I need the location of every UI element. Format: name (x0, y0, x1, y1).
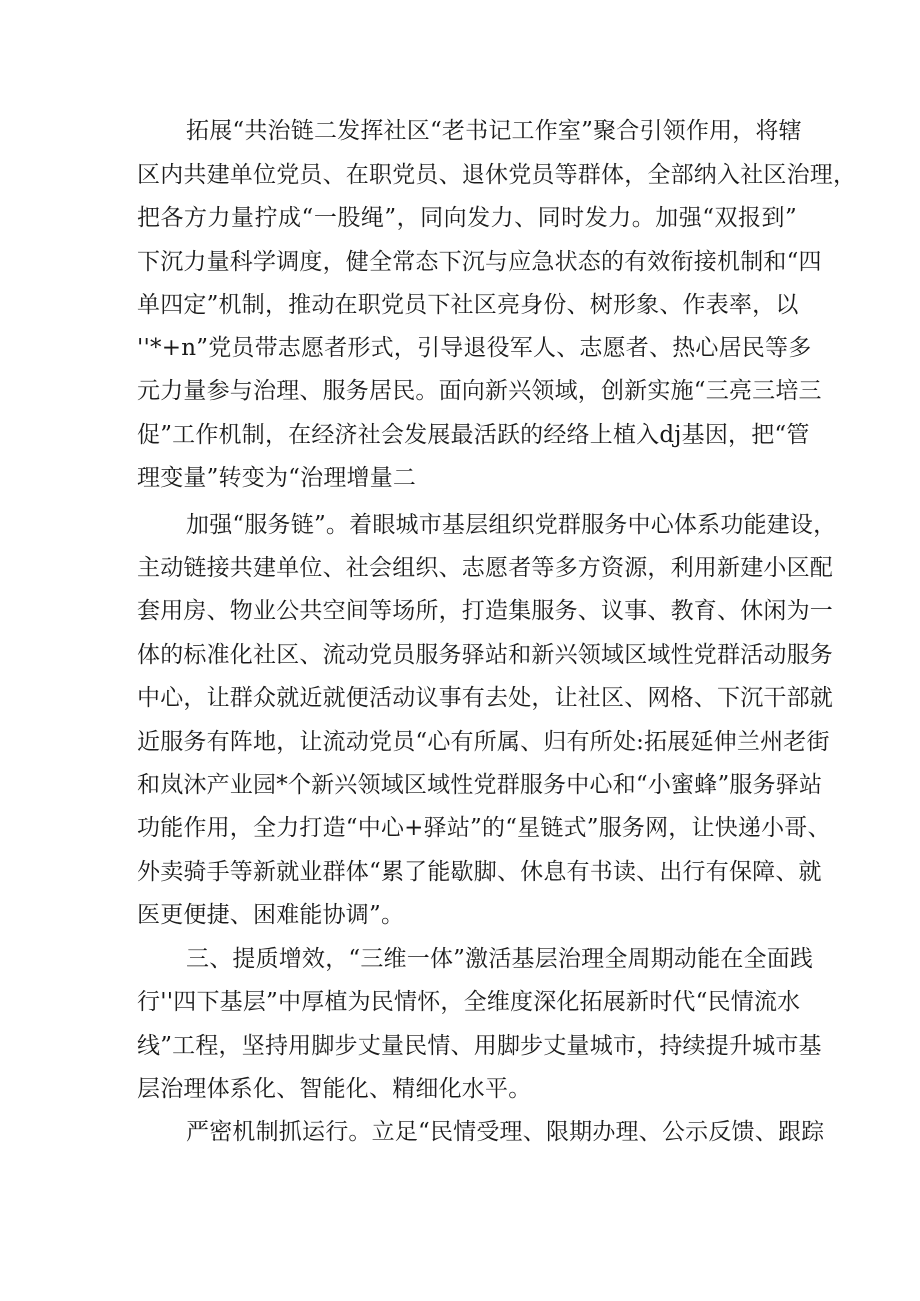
paragraph-1-line-8: 促”工作机制，在经济社会发展最活跃的经络上植入dj基因，把“管 (137, 422, 810, 448)
paragraph-4-line-1: 严密机制抓运行。立足“民情受理、限期办理、公示反馈、跟踪 (186, 1119, 825, 1145)
paragraph-1-line-5: 单四定”机制，推动在职党员下社区亮身份、树形象、作表率，以 (137, 292, 799, 318)
paragraph-1-line-4: 下沉力量科学调度，健全常态下沉与应急状态的有效衔接机制和“四 (137, 249, 822, 275)
paragraph-3-line-4: 层治理体系化、智能化、精细化水平。 (137, 1076, 532, 1102)
paragraph-2-line-4: 体的标准化社区、流动党员服务驿站和新兴领域区域性党群活动服务 (137, 642, 833, 668)
paragraph-2-line-7: 和岚沐产业园*个新兴领域区域性党群服务中心和“小蜜蜂”服务驿站 (137, 772, 823, 798)
paragraph-2-line-1: 加强“服务链”。着眼城市基层组织党群服务中心体系功能建设， (186, 512, 837, 538)
paragraph-2-line-3: 套用房、物业公共空间等场所，打造集服务、议事、教育、休闲为一 (137, 598, 833, 624)
paragraph-1-line-1: 拓展“共治链二发挥社区“老书记工作室”聚合引领作用，将辖 (186, 118, 802, 144)
paragraph-2-line-2: 主动链接共建单位、社会组织、志愿者等多方资源，利用新建小区配 (137, 555, 833, 581)
paragraph-2-line-10: 医更便捷、困难能协调”。 (137, 902, 405, 928)
paragraph-1-line-9: 理变量”转变为“治理增量二 (137, 465, 417, 491)
paragraph-1-line-7: 元力量参与治理、服务居民。面向新兴领域，创新实施“三亮三培三 (137, 378, 822, 404)
paragraph-1-line-2: 区内共建单位党员、在职党员、退休党员等群体，全部纳入社区治理， (137, 162, 857, 188)
paragraph-3-line-1: 三、提质增效，“三维一体”激活基层治理全周期动能在全面践 (186, 946, 814, 972)
paragraph-1-line-3: 把各方力量拧成“一股绳”，同向发力、同时发力。加强“双报到” (137, 205, 797, 231)
paragraph-2-line-5: 中心，让群众就近就便活动议事有去处，让社区、网格、下沉干部就 (137, 685, 833, 711)
paragraph-2-line-9: 外卖骑手等新就业群体“累了能歇脚、休息有书读、出行有保障、就 (137, 859, 822, 885)
paragraph-3-line-3: 线”工程，坚持用脚步丈量民情、用脚步丈量城市，持续提升城市基 (137, 1033, 822, 1059)
paragraph-2-line-6: 近服务有阵地，让流动党员“心有所属、归有所处:拓展延伸兰州老街 (137, 729, 830, 755)
paragraph-3-line-2: 行''四下基层”中厚植为民情怀，全维度深化拓展新时代“民情流水 (137, 989, 801, 1015)
paragraph-2-line-8: 功能作用，全力打造“中心+驿站”的“星链式”服务网，让快递小哥、 (137, 815, 831, 841)
paragraph-1-line-6: ''*+n”党员带志愿者形式，引导退役军人、志愿者、热心居民等多 (137, 335, 812, 361)
